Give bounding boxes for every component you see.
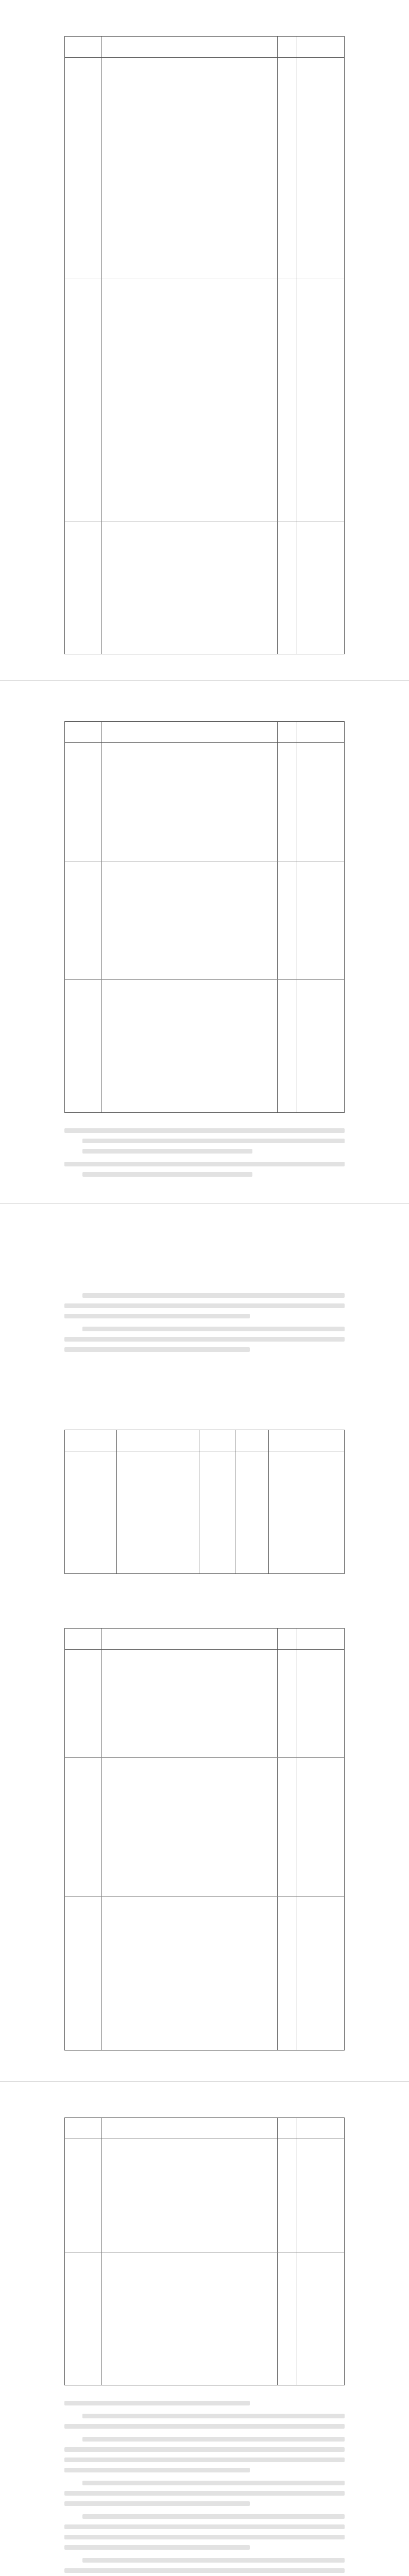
table-header-row xyxy=(65,2118,344,2139)
text-line xyxy=(64,2468,250,2472)
text-line xyxy=(64,2401,250,2405)
text-line xyxy=(64,2424,345,2429)
materials-table xyxy=(64,1628,345,2050)
text-line xyxy=(64,2447,345,2452)
text-line xyxy=(82,2558,345,2563)
text-line xyxy=(82,2514,345,2519)
materials-table xyxy=(64,721,345,1113)
text-line xyxy=(82,1172,252,1177)
materials-table xyxy=(64,36,345,654)
table-header-row xyxy=(65,1629,344,1650)
text-line xyxy=(82,2437,345,2442)
table-header-row xyxy=(65,37,344,58)
text-line xyxy=(64,1337,345,1342)
text-line xyxy=(64,1314,250,1318)
text-line xyxy=(82,1293,345,1298)
text-line xyxy=(64,2501,250,2506)
text-line xyxy=(82,1149,252,1154)
materials-table xyxy=(64,2117,345,2385)
text-line xyxy=(82,1139,345,1143)
text-line xyxy=(82,1327,345,1331)
text-line xyxy=(64,1162,345,1166)
text-line xyxy=(64,1128,345,1133)
text-line xyxy=(82,2414,345,2418)
text-line xyxy=(82,2481,345,2485)
text-line xyxy=(64,2458,345,2462)
materials-table xyxy=(64,1430,345,1574)
text-line xyxy=(64,2545,250,2550)
text-line xyxy=(64,2491,345,2496)
table-header-row xyxy=(65,1430,344,1451)
text-line xyxy=(64,1347,250,1352)
table-header-row xyxy=(65,722,344,743)
text-line xyxy=(64,2535,345,2539)
text-line xyxy=(64,1303,345,1308)
text-line xyxy=(64,2568,345,2573)
text-line xyxy=(64,2524,345,2529)
